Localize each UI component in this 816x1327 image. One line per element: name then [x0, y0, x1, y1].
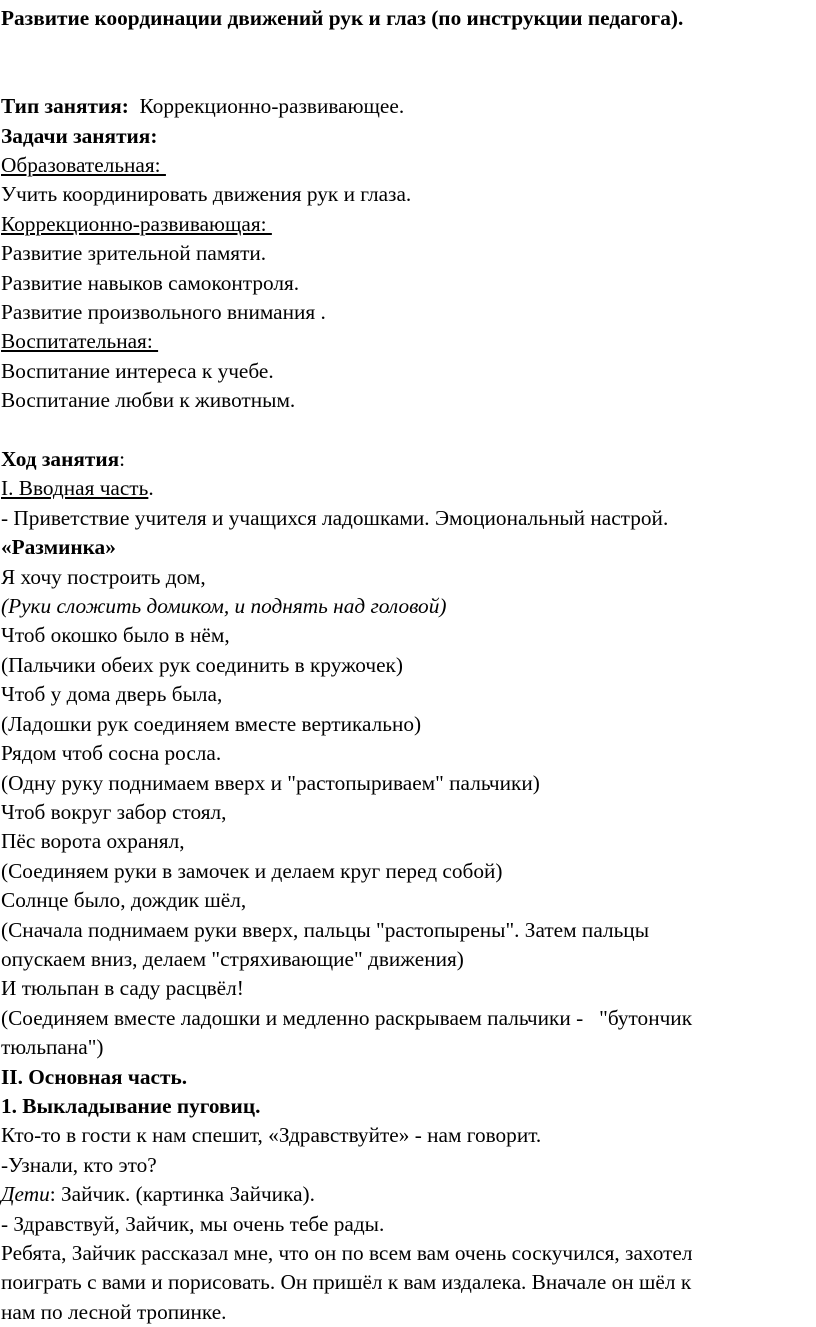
poem-instruction: (Сначала поднимаем руки вверх, пальцы "растопырены". Затем пальцы: [1, 917, 650, 942]
task1-heading: 1. Выкладывание пуговиц.: [1, 1093, 261, 1118]
poem-line: И тюльпан в саду расцвёл!: [1, 976, 244, 1001]
dialog-line: нам по лесной тропинке.: [1, 1299, 227, 1324]
dialog-line: -Узнали, кто это?: [1, 1152, 157, 1177]
lesson-type-value: Коррекционно-развивающее.: [139, 94, 405, 119]
poem-instruction: (Руки сложить домиком, и поднять над головой): [1, 594, 447, 619]
intro-heading: [1, 474, 813, 503]
spacer: [1, 416, 813, 445]
poem-line: Чтоб окошко было в нём,: [1, 623, 230, 648]
poem-line: Чтоб вокруг забор стоял,: [1, 799, 227, 824]
spacer: [1, 63, 813, 92]
poem-line: Рядом чтоб сосна росла.: [1, 741, 222, 766]
upbringing-item: Воспитание любви к животным.: [1, 388, 296, 413]
course-heading: [1, 445, 813, 474]
warmup-heading: «Разминка»: [1, 535, 116, 560]
poem-instruction: (Ладошки рук соединяем вместе вертикально): [1, 711, 422, 736]
intro-heading-label: I. Вводная часть: [1, 476, 149, 501]
lesson-type: [1, 92, 813, 121]
poem-instruction: (Пальчики обеих рук соединить в кружочек): [1, 652, 403, 677]
poem-line: Чтоб у дома дверь была,: [1, 682, 223, 707]
spacer: [1, 33, 813, 62]
correctional-item: Развитие произвольного внимания .: [1, 300, 326, 325]
document-title: Развитие координации движений рук и глаз (по инструкции педагога).: [1, 6, 684, 30]
lesson-type-label: Тип занятия:: [1, 94, 129, 119]
educational-item: Учить координировать движения рук и глаза.: [1, 182, 412, 207]
main-part-heading: II. Основная часть.: [1, 1064, 188, 1089]
speaker-text: : Зайчик. (картинка Зайчика).: [49, 1182, 315, 1207]
correctional-item: Развитие зрительной памяти.: [1, 241, 267, 266]
tasks-heading: Задачи занятия:: [1, 123, 158, 148]
educational-heading: Образовательная:: [1, 153, 166, 177]
poem-instruction: тюльпана"): [1, 1035, 104, 1060]
upbringing-heading: Воспитательная:: [1, 329, 159, 354]
dialog-line: [1, 1180, 813, 1209]
dialog-line: Кто-то в гости к нам спешит, «Здравствуйте» - нам говорит.: [1, 1123, 542, 1148]
poem-line: Солнце было, дождик шёл,: [1, 888, 247, 913]
poem-line: Пёс ворота охранял,: [1, 829, 185, 854]
poem-line: Я хочу построить дом,: [1, 564, 206, 589]
poem-instruction: (Соединяем руки в замочек и делаем круг перед собой): [1, 858, 503, 883]
dialog-line: - Здравствуй, Зайчик, мы очень тебе рады.: [1, 1211, 385, 1236]
poem-instruction: опускаем вниз, делаем "стряхивающие" движения): [1, 946, 464, 971]
course-heading-colon: :: [119, 447, 126, 472]
dialog-line: Ребята, Зайчик рассказал мне, что он по всем вам очень соскучился, захотел: [1, 1241, 693, 1266]
course-heading-label: Ход занятия: [1, 447, 120, 472]
intro-heading-dot: .: [148, 476, 154, 501]
poem-instruction: (Соединяем вместе ладошки и медленно раскрываем пальчики - "бутончик: [1, 1005, 693, 1030]
speaker-label: Дети: [1, 1182, 50, 1207]
upbringing-item: Воспитание интереса к учебе.: [1, 358, 274, 383]
correctional-heading: Коррекционно-развивающая:: [1, 211, 272, 236]
document-body: [1, 4, 813, 1327]
correctional-item: Развитие навыков самоконтроля.: [1, 270, 300, 295]
dialog-line: поиграть с вами и порисовать. Он пришёл к вам издалека. Вначале он шёл к: [1, 1270, 692, 1295]
poem-instruction: (Одну руку поднимаем вверх и "растопыриваем" пальчики): [1, 770, 540, 795]
greeting-line: - Приветствие учителя и учащихся ладошками. Эмоциональный настрой.: [1, 505, 669, 530]
